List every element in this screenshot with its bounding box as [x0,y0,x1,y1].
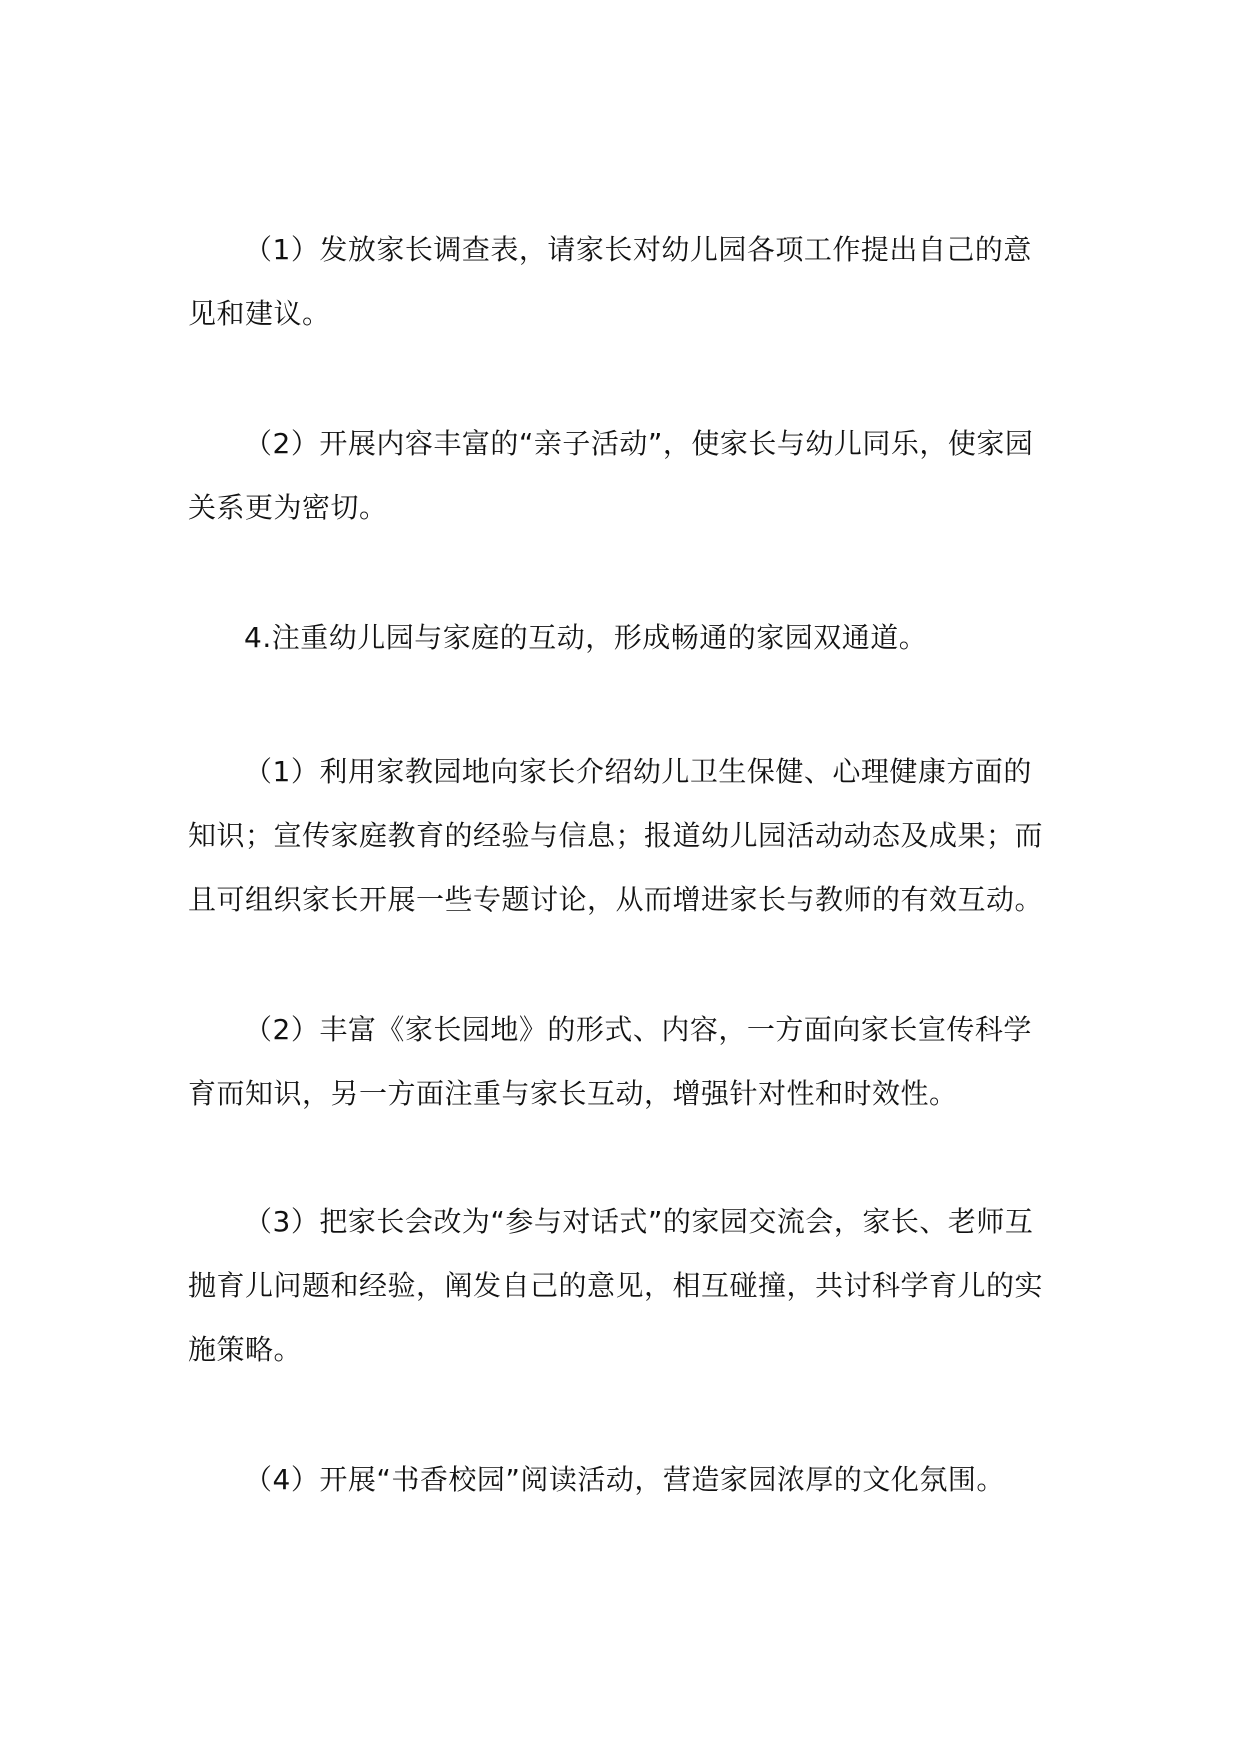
paragraph-parent-child-activities: （2）开展内容丰富的“亲子活动”，使家长与幼儿同乐，使家园关系更为密切。 [188,427,1034,524]
paragraph-parent-meeting: （3）把家长会改为“参与对话式”的家园交流会，家长、老师互抛育儿问题和经验，阐发自己的意见，相互碰撞，共讨科学育儿的实施策略。 [188,1205,1044,1366]
section-heading-home-school-interaction: 4.注重幼儿园与家庭的互动，形成畅通的家园双通道。 [244,621,928,654]
paragraph-reading-activity: （4）开展“书香校园”阅读活动，营造家园浓厚的文化氛围。 [244,1463,1005,1496]
paragraph-parent-survey: （1）发放家长调查表，请家长对幼儿园各项工作提出自己的意见和建议。 [188,233,1032,330]
paragraph-education-garden: （1）利用家教园地向家长介绍幼儿卫生保健、心理健康方面的知识；宣传家庭教育的经验与信息；报道幼儿园活动动态及成果；而且可组织家长开展一些专题讨论，从而增进家长与教师的有效互动。 [188,755,1044,916]
paragraph-parent-garden-column: （2）丰富《家长园地》的形式、内容，一方面向家长宣传科学育而知识，另一方面注重与家长互动，增强针对性和时效性。 [188,1013,1032,1110]
